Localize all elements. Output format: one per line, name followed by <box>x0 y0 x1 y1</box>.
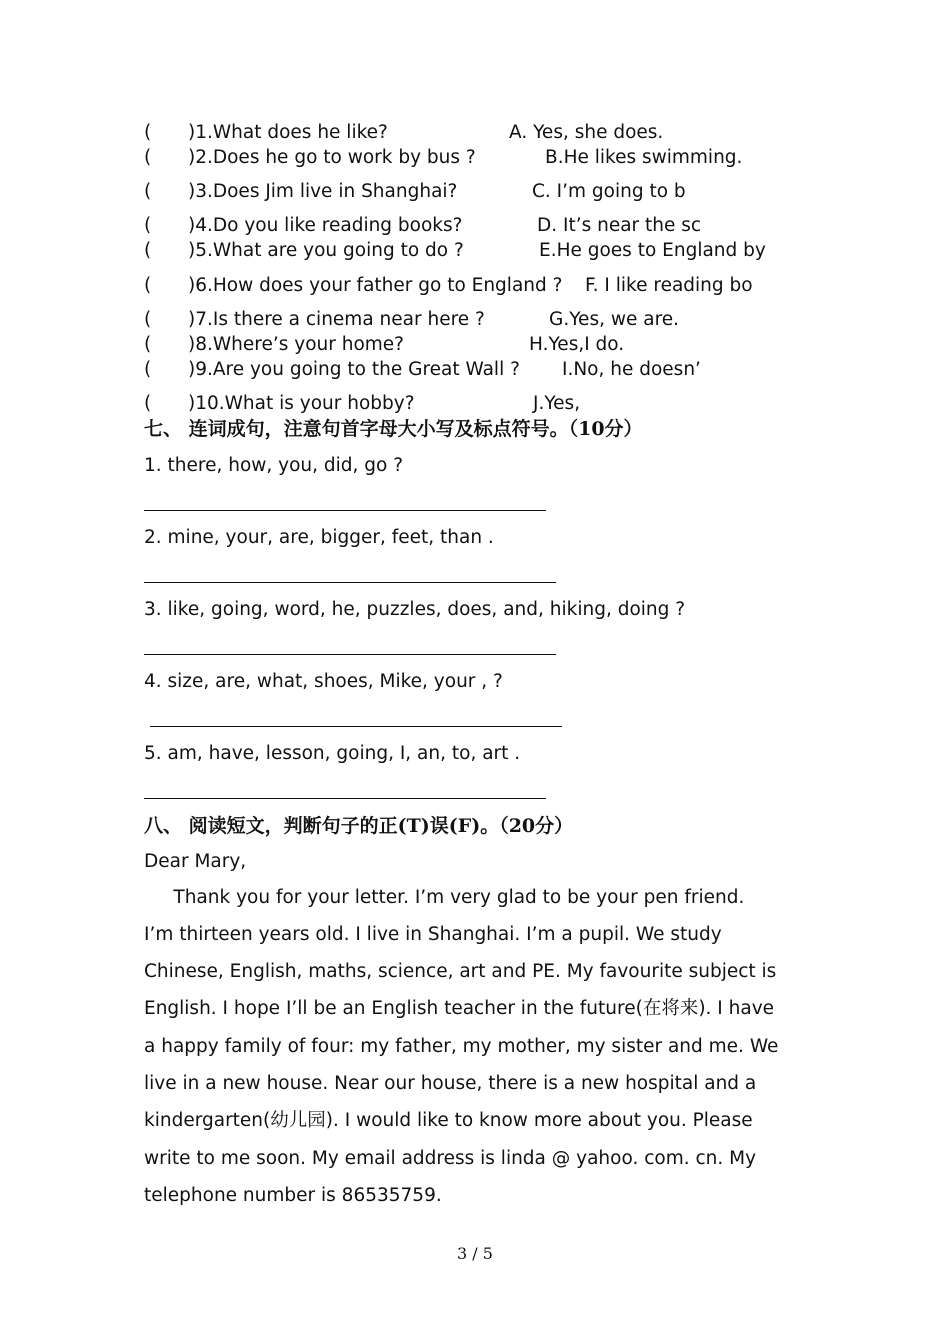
answer-text: F. I like reading bo <box>585 275 753 296</box>
letter-line: a happy family of four: my father, my mother, my sister and me. We <box>144 1036 779 1057</box>
answer-line[interactable] <box>144 798 546 799</box>
sentence-item: 2. mine, your, are, bigger, feet, than . <box>144 527 494 548</box>
sentence-item: 3. like, going, word, he, puzzles, does, and, hiking, doing ? <box>144 599 686 620</box>
matching-row: ( )2.Does he go to work by bus ? B.He likes swimming. <box>144 147 743 168</box>
letter-line: English. I hope I’ll be an English teacher in the future(在将来). I have <box>144 998 775 1019</box>
question-text: )6.How does your father go to England ? <box>188 275 563 296</box>
answer-line[interactable] <box>144 510 546 511</box>
matching-row: ( )3.Does Jim live in Shanghai? C. I’m going to b <box>144 181 686 202</box>
question-text: )8.Where’s your home? <box>188 334 404 355</box>
matching-row: ( )9.Are you going to the Great Wall ? I.No, he doesn’ <box>144 359 701 380</box>
sentence-item: 1. there, how, you, did, go ? <box>144 455 404 476</box>
answer-text: H.Yes,I do. <box>529 334 625 355</box>
answer-line[interactable] <box>144 582 556 583</box>
matching-row: ( )7.Is there a cinema near here ? G.Yes, we are. <box>144 309 680 330</box>
section8-title: 八、 阅读短文，判断句子的正(T)误(F)。（20分） <box>144 815 574 837</box>
answer-line[interactable] <box>144 654 556 655</box>
sentence-item: 4. size, are, what, shoes, Mike, your , ? <box>144 671 503 692</box>
question-text: )7.Is there a cinema near here ? <box>188 309 485 330</box>
question-text: )1.What does he like? <box>188 122 388 143</box>
question-text: )10.What is your hobby? <box>188 393 415 414</box>
sentence-item: 5. am, have, lesson, going, I, an, to, art . <box>144 743 521 764</box>
letter-line: I’m thirteen years old. I live in Shanghai. I’m a pupil. We study <box>144 924 722 945</box>
section7-title: 七、 连词成句，注意句首字母大小写及标点符号。（10分） <box>144 418 643 440</box>
answer-text: A. Yes, she does. <box>509 122 664 143</box>
matching-row: ( )5.What are you going to do ? E.He goes to England by <box>144 240 766 261</box>
answer-text: G.Yes, we are. <box>549 309 680 330</box>
answer-text: D. It’s near the sc <box>537 215 702 236</box>
matching-row: ( )10.What is your hobby? J.Yes, <box>144 393 581 414</box>
matching-row: ( )1.What does he like? A. Yes, she does. <box>144 122 664 143</box>
letter-line: Chinese, English, maths, science, art and PE. My favourite subject is <box>144 961 777 982</box>
letter-line: telephone number is 86535759. <box>144 1185 442 1206</box>
question-text: )9.Are you going to the Great Wall ? <box>188 359 520 380</box>
letter-line: Thank you for your letter. I’m very glad to be your pen friend. <box>144 887 745 908</box>
answer-line[interactable] <box>150 726 562 727</box>
answer-text: C. I’m going to b <box>532 181 686 202</box>
letter-line: write to me soon. My email address is linda @ yahoo. com. cn. My <box>144 1148 757 1169</box>
letter-line: kindergarten(幼儿园). I would like to know more about you. Please <box>144 1110 753 1131</box>
answer-text: I.No, he doesn’ <box>562 359 701 380</box>
question-text: )3.Does Jim live in Shanghai? <box>188 181 458 202</box>
matching-row: ( )4.Do you like reading books? D. It’s near the sc <box>144 215 702 236</box>
question-text: )4.Do you like reading books? <box>188 215 463 236</box>
question-text: )2.Does he go to work by bus ? <box>188 147 476 168</box>
question-text: )5.What are you going to do ? <box>188 240 464 261</box>
matching-row: ( )6.How does your father go to England ? F. I like reading bo <box>144 275 753 296</box>
answer-text: J.Yes, <box>533 393 581 414</box>
letter-salutation: Dear Mary, <box>144 851 247 872</box>
letter-line: live in a new house. Near our house, there is a new hospital and a <box>144 1073 757 1094</box>
answer-text: E.He goes to England by <box>539 240 766 261</box>
page-number: 3 / 5 <box>457 1244 493 1263</box>
matching-row: ( )8.Where’s your home? H.Yes,I do. <box>144 334 625 355</box>
answer-text: B.He likes swimming. <box>545 147 743 168</box>
